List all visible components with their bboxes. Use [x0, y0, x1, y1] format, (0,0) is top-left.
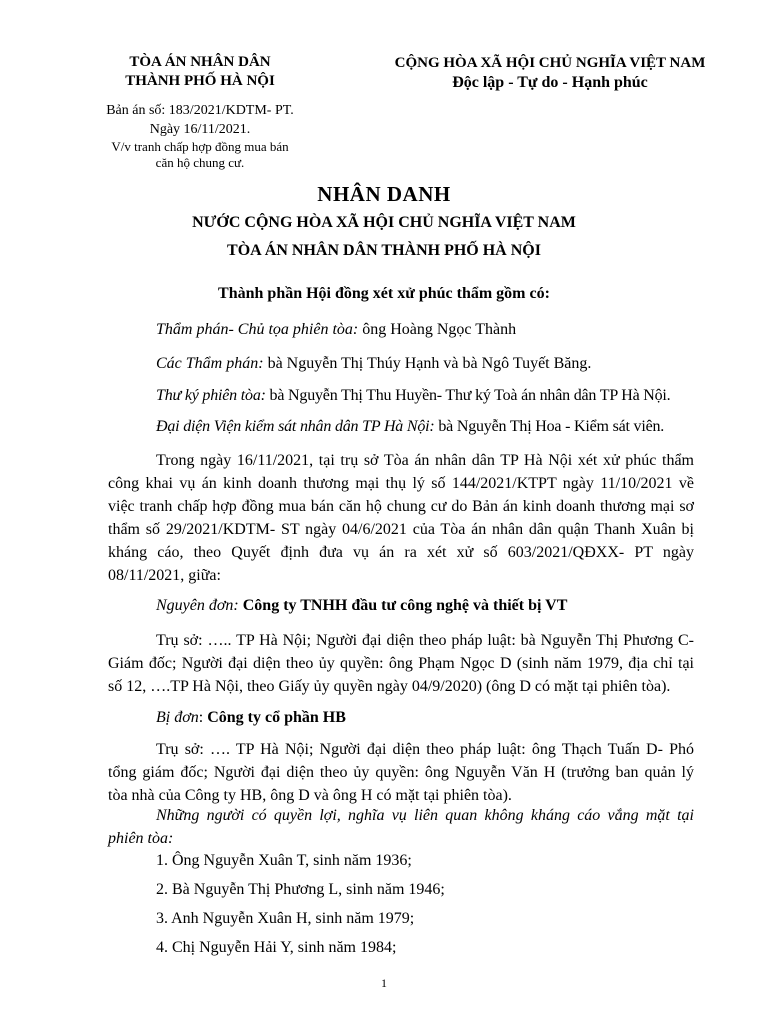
page-number: 1 [381, 976, 387, 990]
plaintiff-detail-line: Giám đốc; Người đại diện theo ủy quyền: ông Phạm Ngọc D (sinh năm 1979, địa chỉ tại [108, 655, 694, 672]
related-party-item: 2. Bà Nguyễn Thị Phương L, sinh năm 1946; [156, 881, 445, 898]
defendant-detail-line: tổng giám đốc; Người đại diện theo ủy quyền: ông Nguyễn Văn H (trưởng ban quản lý [108, 764, 694, 781]
intro-line: việc tranh chấp hợp đồng mua bán căn hộ chung cư do Bản án kinh doanh thương mại sơ [108, 498, 694, 515]
defendant-name: Công ty cổ phần HB [203, 709, 346, 726]
judgment-subject-line1: V/v tranh chấp hợp đồng mua bán [111, 139, 289, 154]
intro-line: công khai vụ án kinh doanh thương mại thụ lý số 144/2021/KTPT ngày 11/10/2021 về [108, 475, 694, 492]
defendant-detail-line: Trụ sở: …. TP Hà Nội; Người đại diện theo pháp luật: ông Thạch Tuấn D- Phó [156, 741, 694, 758]
court-name-line1: TÒA ÁN NHÂN DÂN [129, 54, 271, 70]
motto: Độc lập - Tự do - Hạnh phúc [452, 74, 648, 91]
defendant-detail-line: tòa nhà của Công ty HB, ông D và ông H có mặt tại phiên tòa). [108, 787, 512, 804]
intro-paragraph [108, 449, 694, 587]
defendant-colon: : [198, 709, 204, 726]
in-the-name-title: NHÂN DANH [317, 182, 451, 206]
procuracy-line [156, 418, 664, 436]
defendant-details [108, 738, 694, 807]
judgment-reference [70, 101, 330, 171]
plaintiff-details [108, 629, 694, 698]
judges-label: Các Thẩm phán: [156, 355, 264, 372]
related-party-item: 1. Ông Nguyễn Xuân T, sinh năm 1936; [156, 852, 412, 869]
intro-line: 08/11/2021, giữa: [108, 567, 221, 584]
judgment-number: Bản án số: 183/2021/KDTM- PT. [106, 103, 294, 118]
national-motto-block [380, 53, 720, 93]
judgment-subject-line2: căn hộ chung cư. [155, 155, 245, 170]
plaintiff-name: Công ty TNHH đầu tư công nghệ và thiết bị VT [238, 597, 568, 614]
procuracy-label: Đại diện Viện kiểm sát nhân dân TP Hà Nội: [156, 418, 435, 435]
plaintiff-detail-line: số 12, ….TP Hà Nội, theo Giấy ủy quyền ngày 04/9/2020) (ông D có mặt tại phiên tòa). [108, 678, 671, 695]
clerk-label: Thư ký phiên tòa: [156, 387, 266, 404]
intro-line: Trong ngày 16/11/2021, tại trụ sở Tòa án nhân dân TP Hà Nội xét xử phúc thẩm [156, 452, 694, 469]
court-name-block [70, 53, 330, 91]
republic-name: CỘNG HÒA XÃ HỘI CHỦ NGHĨA VIỆT NAM [394, 55, 706, 71]
presiding-judge-line [156, 321, 516, 339]
related-party-item: 4. Chị Nguyễn Hải Y, sinh năm 1984; [156, 939, 397, 956]
procuracy-value: bà Nguyễn Thị Hoa - Kiểm sát viên. [434, 418, 665, 435]
related-party-item: 3. Anh Nguyễn Xuân H, sinh năm 1979; [156, 910, 415, 927]
clerk-value: bà Nguyễn Thị Thu Huyền- Thư ký Toà án nhân dân TP Hà Nội. [265, 387, 671, 404]
presiding-judge-value: ông Hoàng Ngọc Thành [358, 321, 517, 338]
judges-value: bà Nguyễn Thị Thúy Hạnh và bà Ngô Tuyết Băng. [263, 355, 592, 372]
court-title: TÒA ÁN NHÂN DÂN THÀNH PHỐ HÀ NỘI [227, 242, 541, 259]
plaintiff-heading [156, 597, 567, 615]
related-heading-line: Những người có quyền lợi, nghĩa vụ liên quan không kháng cáo vắng mặt tại [156, 807, 694, 824]
judges-line [156, 355, 591, 373]
related-heading-line: phiên tòa: [108, 830, 174, 847]
defendant-heading [156, 709, 346, 727]
judgment-date: Ngày 16/11/2021. [149, 122, 251, 137]
clerk-line [156, 387, 670, 405]
panel-composition-heading: Thành phần Hội đồng xét xử phúc thẩm gồm có: [218, 285, 550, 302]
plaintiff-label: Nguyên đơn: [156, 597, 239, 614]
plaintiff-detail-line: Trụ sở: ….. TP Hà Nội; Người đại diện theo pháp luật: bà Nguyễn Thị Phương C- [156, 632, 694, 649]
intro-line: thẩm số 29/2021/KDTM- ST ngày 04/6/2021 của Tòa án nhân dân quận Thanh Xuân bị [108, 521, 694, 538]
court-name-line2: THÀNH PHỐ HÀ NỘI [125, 73, 275, 89]
republic-title: NƯỚC CỘNG HÒA XÃ HỘI CHỦ NGHĨA VIỆT NAM [192, 214, 576, 231]
defendant-label: Bị đơn [156, 709, 199, 726]
presiding-judge-label: Thẩm phán- Chủ tọa phiên tòa: [156, 321, 359, 338]
intro-line: kháng cáo, theo Quyết định đưa vụ án ra xét xử số 603/2021/QĐXX- PT ngày [108, 544, 694, 561]
related-parties-heading [108, 804, 694, 850]
